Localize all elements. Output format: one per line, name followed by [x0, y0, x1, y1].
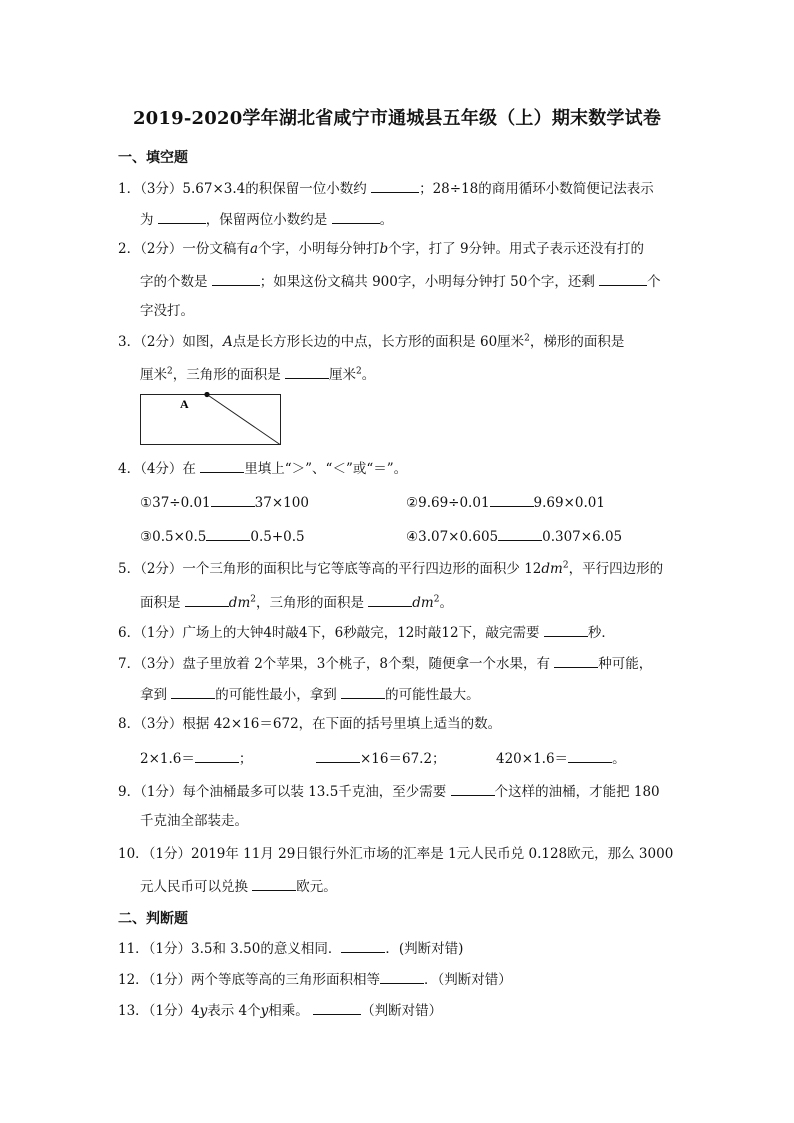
answer-blank[interactable] — [252, 876, 296, 891]
answer-blank[interactable] — [212, 271, 260, 286]
diagonal-segment — [207, 395, 280, 445]
answer-blank[interactable] — [206, 526, 250, 541]
answer-blank[interactable] — [200, 458, 244, 473]
question-13-line-1: 13．（1分）4y表示 4个y相乘。 （判断对错） — [118, 1000, 442, 1020]
answer-blank[interactable] — [568, 748, 612, 763]
question-4-item-3: ③0.5×0.5 0.5+0.5 — [140, 526, 305, 546]
question-5-line-2: 面积是 $dm^2$，三角形的面积是 $dm^2$。 — [140, 592, 453, 612]
rectangle-outline — [141, 395, 281, 445]
question-3-line-1: 3．（2分）如图，A点是长方形长边的中点，长方形的面积是 60厘米$^2$，梯形的面积是 — [118, 333, 625, 350]
answer-blank[interactable] — [368, 592, 412, 607]
question-6-line-1: 6．（1分）广场上的大钟4时敲4下，6秒敲完，12时敲12下，敲完需要 秒． — [118, 622, 615, 642]
answer-blank[interactable] — [341, 684, 385, 699]
question-1-line-2: 为 ，保留两位小数约是 。 — [140, 209, 393, 229]
question-4-item-2: ②9.69÷0.01 9.69×0.01 — [406, 492, 605, 512]
question-1-line-1: 1．（3分）5.67×3.4的积保留一位小数约 ；28÷18的商用循环小数简便记法表示 — [118, 178, 654, 198]
rectangle-figure — [140, 392, 281, 445]
answer-blank[interactable] — [599, 271, 647, 286]
question-4-item-1: ①37÷0.01 37×100 — [140, 492, 309, 512]
section-heading-judge: 二、判断题 — [118, 911, 188, 927]
answer-blank[interactable] — [171, 684, 215, 699]
question-3-line-2: 厘米$^2$，三角形的面积是 厘米$^2$。 — [140, 364, 375, 384]
answer-blank[interactable] — [451, 781, 495, 796]
question-8-part-2: ×16＝67.2； — [316, 748, 446, 768]
question-7-line-2: 拿到 的可能性最小，拿到 的可能性最大。 — [140, 684, 480, 704]
answer-blank[interactable] — [185, 592, 229, 607]
page-title: 2019-2020学年湖北省咸宁市通城县五年级（上）期末数学试卷 — [132, 108, 662, 129]
question-4-line-1: 4．（4分）在 里填上“＞”、“＜”或“＝”。 — [118, 458, 407, 478]
question-7-line-1: 7．（3分）盘子里放着 2个苹果，3个桃子，8个梨，随便拿一个水果，有 种可能， — [118, 653, 652, 673]
answer-blank[interactable] — [554, 653, 598, 668]
question-12-line-1: 12．（1分）两个等底等高的三角形面积相等 ．（判断对错） — [118, 969, 512, 989]
answer-blank[interactable] — [313, 1000, 361, 1015]
question-11-line-1: 11．（1分）3.5和 3.50的意义相同． ．(判断对错) — [118, 938, 463, 958]
question-9-line-1: 9．（1分）每个油桶最多可以装 13.5千克油，至少需要 个这样的油桶，才能把 180 — [118, 781, 660, 801]
answer-blank[interactable] — [341, 938, 385, 953]
question-2-line-3: 字没打。 — [140, 303, 194, 319]
answer-blank[interactable] — [380, 969, 424, 984]
answer-blank[interactable] — [158, 209, 206, 224]
answer-blank[interactable] — [544, 622, 588, 637]
answer-blank[interactable] — [498, 526, 542, 541]
answer-blank[interactable] — [490, 492, 534, 507]
section-heading-fill: 一、填空题 — [118, 150, 188, 166]
answer-blank[interactable] — [285, 364, 329, 379]
question-2-line-1: 2．（2分）一份文稿有a个字，小明每分钟打b个字，打了 9分钟。用式子表示还没有打的 — [118, 241, 645, 257]
answer-blank[interactable] — [332, 209, 380, 224]
question-4-item-4: ④3.07×0.605 0.307×6.05 — [406, 526, 622, 546]
question-8-part-1: 2×1.6＝ ； — [140, 748, 252, 768]
question-8-part-3: 420×1.6＝ 。 — [496, 748, 626, 768]
question-5-line-1: 5．（2分）一个三角形的面积比与它等底等高的平行四边形的面积少 $12dm^2$，平行四边形的 — [118, 560, 664, 577]
answer-blank[interactable] — [316, 748, 360, 763]
question-10-line-2: 元人民币可以兑换 欧元。 — [140, 876, 337, 896]
point-a-label: A — [180, 397, 189, 411]
point-a-dot — [204, 392, 209, 397]
question-9-line-2: 千克油全部装走。 — [140, 813, 248, 829]
answer-blank[interactable] — [195, 748, 239, 763]
answer-blank[interactable] — [211, 492, 255, 507]
question-8-line-1: 8．（3分）根据 42×16＝672，在下面的括号里填上适当的数。 — [118, 716, 502, 732]
question-10-line-1: 10．（1分）2019年 11月 29日银行外汇市场的汇率是 1元人民币兑 0.128欧元，那么 3000 — [118, 846, 674, 862]
answer-blank[interactable] — [371, 178, 419, 193]
question-2-line-2: 字的个数是 ；如果这份文稿共 900字，小明每分钟打 50个字，还剩 个 — [140, 271, 661, 291]
